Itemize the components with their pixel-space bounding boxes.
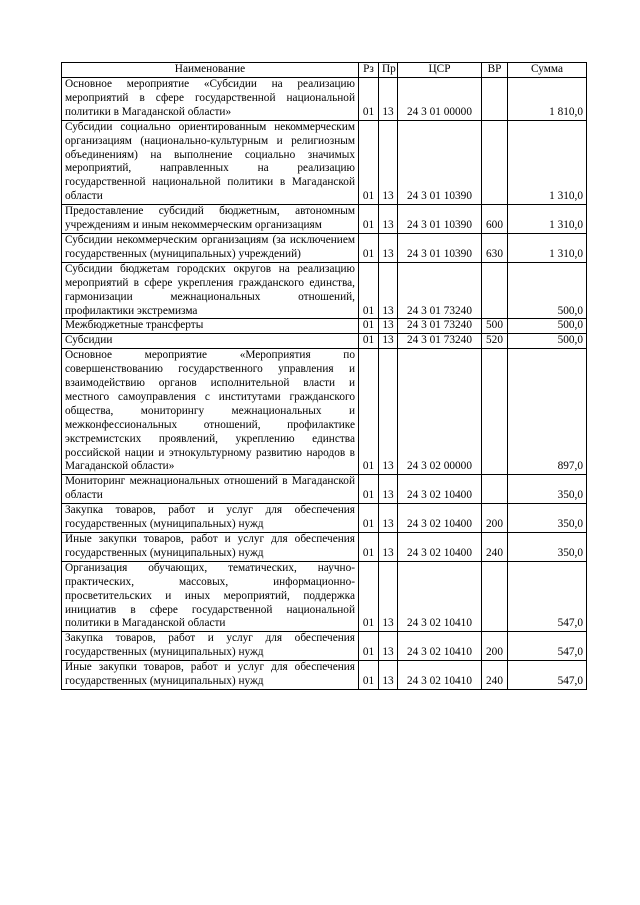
cell-rz: 01 [359, 661, 379, 690]
cell-rz: 01 [359, 504, 379, 533]
cell-vr: 630 [482, 233, 508, 262]
cell-rz: 01 [359, 334, 379, 349]
header-sum: Сумма [508, 63, 587, 78]
header-rz: Рз [359, 63, 379, 78]
cell-pr: 13 [379, 349, 398, 475]
cell-vr [482, 475, 508, 504]
cell-rz: 01 [359, 632, 379, 661]
cell-vr: 200 [482, 632, 508, 661]
cell-csr: 24 3 02 10400 [398, 504, 482, 533]
table-row [62, 319, 587, 334]
cell-csr: 24 3 01 10390 [398, 233, 482, 262]
cell-name: Субсидии [62, 334, 359, 349]
cell-sum: 350,0 [508, 504, 587, 533]
cell-rz: 01 [359, 475, 379, 504]
cell-csr: 24 3 02 10410 [398, 632, 482, 661]
budget-table [61, 62, 587, 690]
cell-sum: 1 310,0 [508, 205, 587, 234]
cell-sum: 547,0 [508, 661, 587, 690]
cell-vr: 600 [482, 205, 508, 234]
cell-pr: 13 [379, 319, 398, 334]
table-row [62, 533, 587, 562]
cell-name: Предоставление субсидий бюджетным, автономным учреждениям и иным некоммерческим организациям [62, 205, 359, 234]
table-row [62, 205, 587, 234]
cell-pr: 13 [379, 205, 398, 234]
cell-sum: 350,0 [508, 533, 587, 562]
cell-name: Субсидии некоммерческим организациям (за исключением государственных (муниципальных) учреждений) [62, 233, 359, 262]
cell-pr: 13 [379, 262, 398, 319]
cell-pr: 13 [379, 661, 398, 690]
cell-rz: 01 [359, 349, 379, 475]
table-row [62, 233, 587, 262]
cell-name: Субсидии бюджетам городских округов на реализацию мероприятий в сфере укрепления гражданского единства, гармонизации межнациональных отношений, профилактики экстремизма [62, 262, 359, 319]
table-row [62, 78, 587, 121]
cell-name: Основное мероприятие «Субсидии на реализацию мероприятий в сфере государственной национальной политики в Магаданской области» [62, 78, 359, 121]
cell-name: Организация обучающих, тематических, научно-практических, массовых, информационно-просветительских и иных мероприятий, поддержка инициатив в сфере государственной национальной политики в Магаданской области [62, 561, 359, 632]
cell-csr: 24 3 02 00000 [398, 349, 482, 475]
table-header-row [62, 63, 587, 78]
cell-rz: 01 [359, 120, 379, 204]
cell-name: Мониторинг межнациональных отношений в Магаданской области [62, 475, 359, 504]
cell-sum: 500,0 [508, 319, 587, 334]
cell-rz: 01 [359, 78, 379, 121]
cell-csr: 24 3 01 00000 [398, 78, 482, 121]
cell-name: Иные закупки товаров, работ и услуг для обеспечения государственных (муниципальных) нужд [62, 533, 359, 562]
header-pr: Пр [379, 63, 398, 78]
cell-rz: 01 [359, 233, 379, 262]
cell-vr [482, 78, 508, 121]
cell-csr: 24 3 01 10390 [398, 205, 482, 234]
cell-name: Иные закупки товаров, работ и услуг для обеспечения государственных (муниципальных) нужд [62, 661, 359, 690]
cell-pr: 13 [379, 533, 398, 562]
table-body [62, 78, 587, 690]
cell-rz: 01 [359, 205, 379, 234]
table-row [62, 661, 587, 690]
cell-csr: 24 3 01 73240 [398, 334, 482, 349]
header-name: Наименование [62, 63, 359, 78]
cell-pr: 13 [379, 233, 398, 262]
cell-name: Основное мероприятие «Мероприятия по совершенствованию государственного управления и взаимодействию органов исполнительной власти и местного самоуправления с институтами гражданского общества, мониторингу межнациональных и межконфессиональных отношений, профилактике экстремистских проявлений, укреплению единства российской нации и этнокультурному развитию народов в Магаданской области» [62, 349, 359, 475]
table-row [62, 475, 587, 504]
cell-vr [482, 262, 508, 319]
cell-name: Закупка товаров, работ и услуг для обеспечения государственных (муниципальных) нужд [62, 632, 359, 661]
cell-sum: 500,0 [508, 334, 587, 349]
cell-rz: 01 [359, 319, 379, 334]
table-row [62, 504, 587, 533]
cell-pr: 13 [379, 78, 398, 121]
cell-vr [482, 349, 508, 475]
cell-vr: 200 [482, 504, 508, 533]
cell-csr: 24 3 01 73240 [398, 262, 482, 319]
cell-sum: 500,0 [508, 262, 587, 319]
cell-name: Субсидии социально ориентированным некоммерческим организациям (национально-культурным и религиозным объединениям) на выполнение социально значимых мероприятий, направленных на реализацию государственной национальной политики в Магаданской области [62, 120, 359, 204]
cell-rz: 01 [359, 561, 379, 632]
table-row [62, 561, 587, 632]
table-row [62, 262, 587, 319]
cell-sum: 1 310,0 [508, 233, 587, 262]
header-csr: ЦСР [398, 63, 482, 78]
cell-pr: 13 [379, 475, 398, 504]
table-row [62, 334, 587, 349]
cell-vr [482, 561, 508, 632]
cell-vr [482, 120, 508, 204]
header-vr: ВР [482, 63, 508, 78]
cell-pr: 13 [379, 632, 398, 661]
cell-sum: 350,0 [508, 475, 587, 504]
cell-rz: 01 [359, 262, 379, 319]
cell-csr: 24 3 01 73240 [398, 319, 482, 334]
cell-vr: 500 [482, 319, 508, 334]
cell-pr: 13 [379, 334, 398, 349]
cell-sum: 1 810,0 [508, 78, 587, 121]
table-row [62, 349, 587, 475]
cell-pr: 13 [379, 504, 398, 533]
cell-csr: 24 3 02 10400 [398, 475, 482, 504]
cell-csr: 24 3 02 10410 [398, 561, 482, 632]
cell-sum: 1 310,0 [508, 120, 587, 204]
cell-pr: 13 [379, 120, 398, 204]
cell-name: Закупка товаров, работ и услуг для обеспечения государственных (муниципальных) нужд [62, 504, 359, 533]
table-row [62, 632, 587, 661]
cell-csr: 24 3 01 10390 [398, 120, 482, 204]
cell-vr: 240 [482, 533, 508, 562]
cell-sum: 547,0 [508, 561, 587, 632]
cell-vr: 520 [482, 334, 508, 349]
cell-sum: 897,0 [508, 349, 587, 475]
cell-rz: 01 [359, 533, 379, 562]
cell-sum: 547,0 [508, 632, 587, 661]
cell-csr: 24 3 02 10400 [398, 533, 482, 562]
table-row [62, 120, 587, 204]
cell-pr: 13 [379, 561, 398, 632]
cell-csr: 24 3 02 10410 [398, 661, 482, 690]
cell-name: Межбюджетные трансферты [62, 319, 359, 334]
cell-vr: 240 [482, 661, 508, 690]
